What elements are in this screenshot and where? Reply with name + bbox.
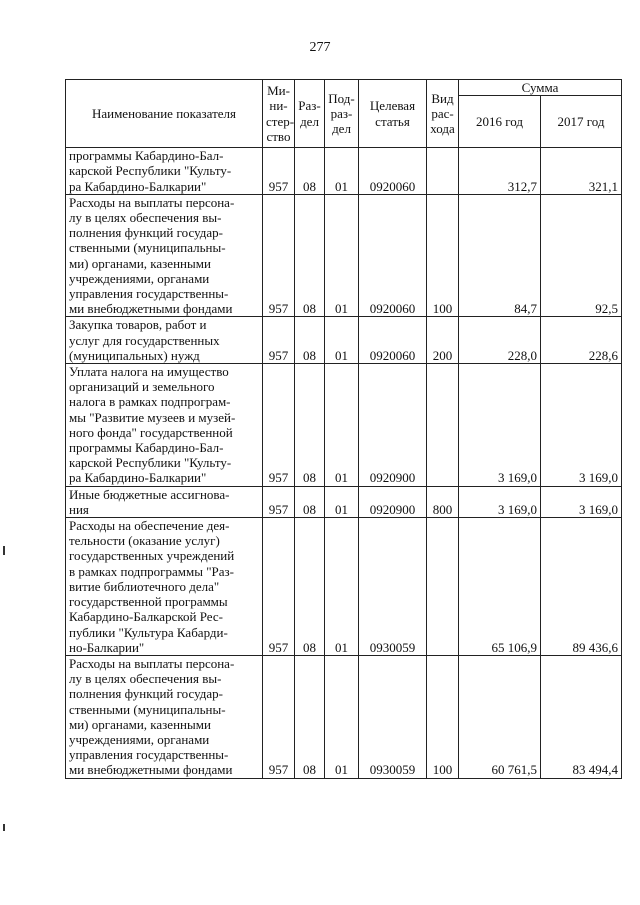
row-ministry: 957 [263,486,295,517]
row-2017: 228,6 [541,317,622,364]
row-2016: 3 169,0 [459,364,541,487]
header-year-2017: 2017 год [541,96,622,148]
header-year-2016: 2016 год [459,96,541,148]
row-name: Расходы на выплаты персона- лу в целях обеспечения вы- полнения функций государ- ственными (муниципальны- ми) органами, казенными учреждениями, органами управления государственны- ми внебюджетными фондами [66,655,263,778]
row-subsection: 01 [325,317,359,364]
row-target: 0920900 [359,486,427,517]
row-target: 0920900 [359,364,427,487]
row-2016: 312,7 [459,148,541,195]
row-2016: 84,7 [459,194,541,317]
row-target: 0920060 [359,148,427,195]
row-target: 0920060 [359,317,427,364]
row-2017: 89 436,6 [541,518,622,656]
scan-mark [3,546,5,555]
scan-mark [3,824,5,831]
table-row [66,364,622,487]
row-section: 08 [295,148,325,195]
row-ministry: 957 [263,148,295,195]
row-name: Закупка товаров, работ и услуг для государственных (муниципальных) нужд [66,317,263,364]
row-2016: 65 106,9 [459,518,541,656]
row-name: Расходы на обеспечение дея- тельности (оказание услуг) государственных учреждений в рамках подпрограммы "Раз- витие библиотечного дела" государственной программы Кабардино-Балкарской Рес- публики "Культура Кабарди- но-Балкарии" [66,518,263,656]
row-subsection: 01 [325,364,359,487]
row-expense-type: 100 [427,655,459,778]
table-row [66,655,622,778]
row-2017: 321,1 [541,148,622,195]
row-expense-type: 200 [427,317,459,364]
row-section: 08 [295,486,325,517]
budget-table [65,79,622,779]
row-2017: 92,5 [541,194,622,317]
table-row [66,194,622,317]
row-name: Расходы на выплаты персона- лу в целях обеспечения вы- полнения функций государ- ственными (муниципальны- ми) органами, казенными учреждениями, органами управления государственны- ми внебюджетными фондами [66,194,263,317]
header-section: Раз- дел [295,80,325,148]
row-name: программы Кабардино-Бал- карской Республики "Культу- ра Кабардино-Балкарии" [66,148,263,195]
header-name: Наименование показателя [66,80,263,148]
header-target: Целевая статья [359,80,427,148]
row-expense-type [427,364,459,487]
row-name: Иные бюджетные ассигнова- ния [66,486,263,517]
row-ministry: 957 [263,364,295,487]
row-target: 0920060 [359,194,427,317]
header-expense-type: Вид рас- хода [427,80,459,148]
row-ministry: 957 [263,518,295,656]
table-header [66,80,622,148]
row-2017: 83 494,4 [541,655,622,778]
row-2016: 60 761,5 [459,655,541,778]
row-section: 08 [295,364,325,487]
row-2017: 3 169,0 [541,486,622,517]
row-subsection: 01 [325,518,359,656]
row-subsection: 01 [325,655,359,778]
row-section: 08 [295,655,325,778]
row-ministry: 957 [263,317,295,364]
row-2016: 228,0 [459,317,541,364]
row-ministry: 957 [263,655,295,778]
row-section: 08 [295,194,325,317]
table-row [66,486,622,517]
row-target: 0930059 [359,518,427,656]
page-number: 277 [309,40,331,55]
table-row [66,148,622,195]
header-ministry: Ми- ни- стер- ство [263,80,295,148]
row-ministry: 957 [263,194,295,317]
row-expense-type [427,148,459,195]
row-name: Уплата налога на имущество организаций и земельного налога в рамках подпрограм- мы "Развитие музеев и музей- ного фонда" государственной программы Кабардино-Бал- карской Республики "Культу- ра Кабардино-Балкарии" [66,364,263,487]
row-target: 0930059 [359,655,427,778]
row-expense-type: 800 [427,486,459,517]
row-subsection: 01 [325,148,359,195]
table-row [66,518,622,656]
row-2016: 3 169,0 [459,486,541,517]
row-expense-type: 100 [427,194,459,317]
row-section: 08 [295,317,325,364]
header-sum: Сумма [459,80,622,96]
header-subsection: Под- раз- дел [325,80,359,148]
row-section: 08 [295,518,325,656]
row-subsection: 01 [325,194,359,317]
row-2017: 3 169,0 [541,364,622,487]
row-expense-type [427,518,459,656]
row-subsection: 01 [325,486,359,517]
table-row [66,317,622,364]
